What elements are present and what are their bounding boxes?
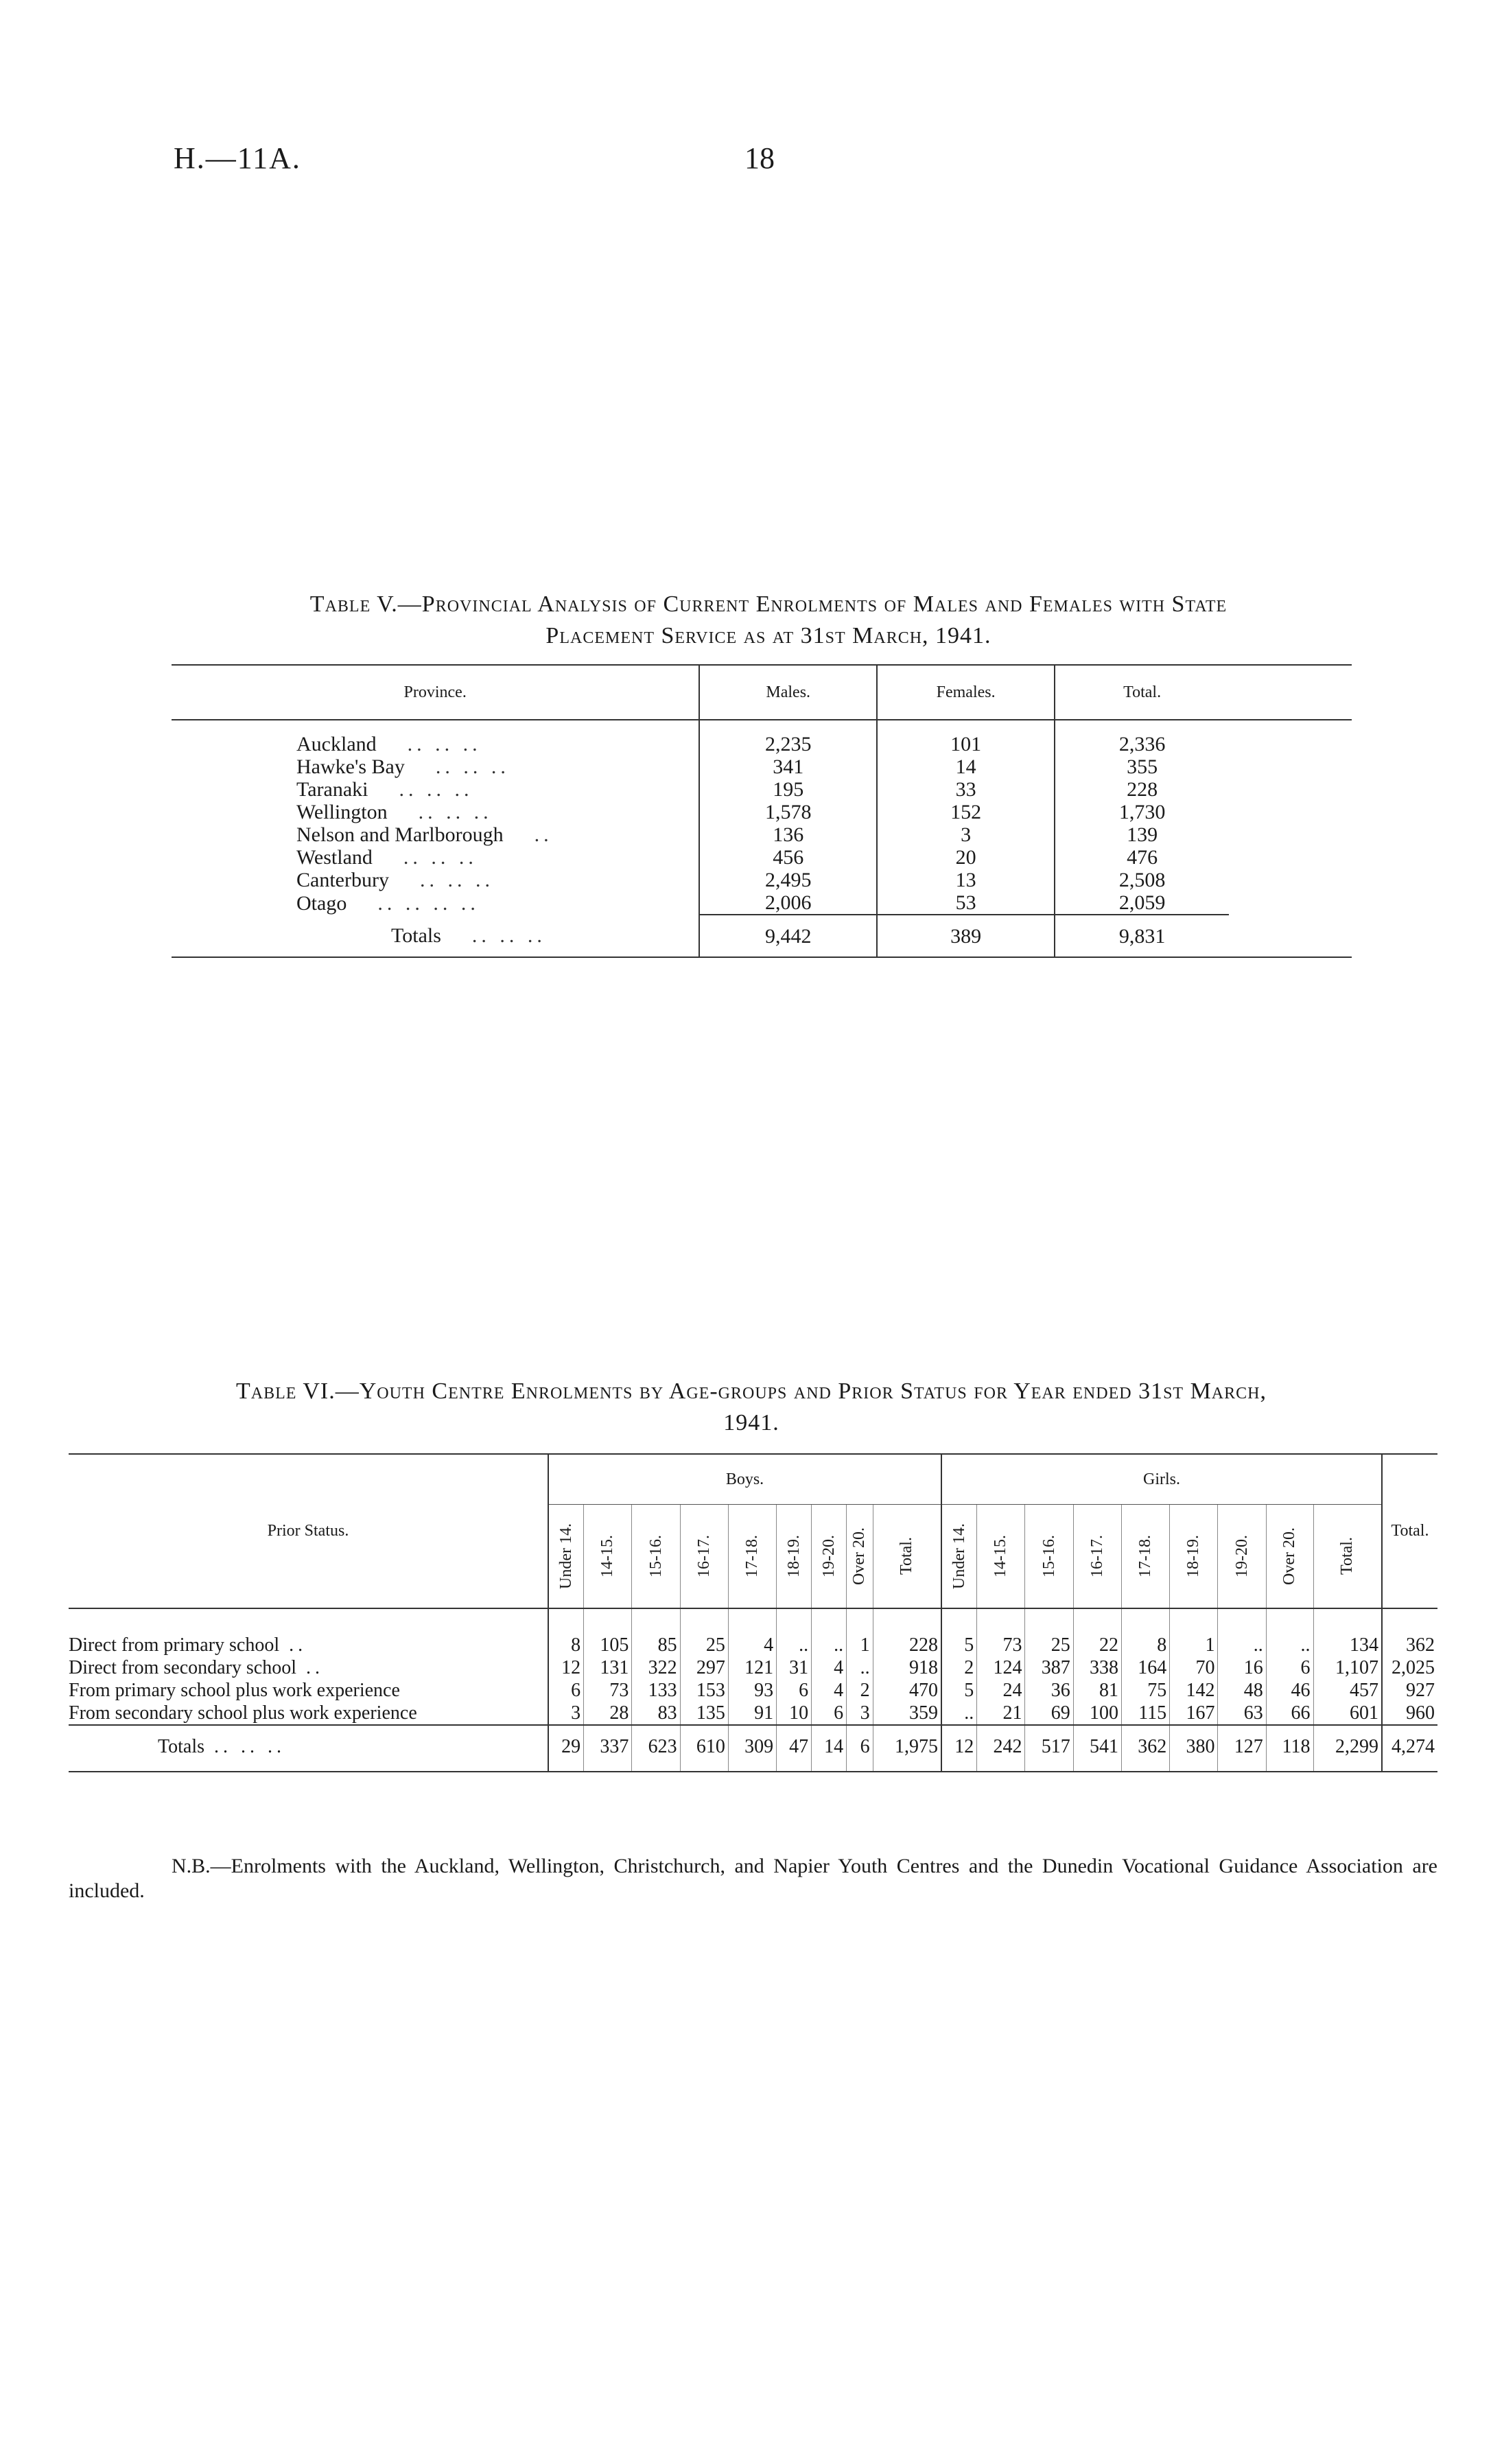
prior-status-label: From secondary school plus work experience xyxy=(69,1702,417,1724)
province-name: Westland xyxy=(296,846,373,869)
boys-value-cell: 105 xyxy=(584,1634,632,1656)
prior-status-label: Totals xyxy=(158,1736,205,1757)
girls-value-cell: 601 xyxy=(1313,1702,1382,1725)
boys-value-cell: 470 xyxy=(873,1679,941,1702)
boys-value-cell: 25 xyxy=(680,1634,728,1656)
girls-value-cell: 70 xyxy=(1170,1656,1218,1679)
table-row xyxy=(69,1702,1437,1725)
males-cell: 136 xyxy=(699,823,877,846)
girls-age-header xyxy=(977,1505,1025,1609)
totals-row xyxy=(69,1725,1437,1772)
girls-age-header xyxy=(1025,1505,1073,1609)
age-header-label: 15-16. xyxy=(646,1535,665,1577)
boys-value-cell: .. xyxy=(812,1634,847,1656)
boys-age-header xyxy=(812,1505,847,1609)
girls-value-cell: 12 xyxy=(941,1725,977,1772)
girls-value-cell: 21 xyxy=(977,1702,1025,1725)
boys-value-cell: 131 xyxy=(584,1656,632,1679)
province-name: Otago xyxy=(296,891,347,915)
footnote: N.B.—Enrolments with the Auckland, Wellington, Christchurch, and Napier Youth Centres and the Dunedin Vocational Guidance Association are included. xyxy=(69,1855,1437,1902)
girls-value-cell: 5 xyxy=(941,1634,977,1656)
grand-total-cell: 2,025 xyxy=(1382,1656,1437,1679)
girls-value-cell: 362 xyxy=(1121,1725,1169,1772)
girls-age-header xyxy=(1170,1505,1218,1609)
boys-value-cell: 73 xyxy=(584,1679,632,1702)
males-cell: 1,578 xyxy=(699,801,877,823)
girls-value-cell: 164 xyxy=(1121,1656,1169,1679)
total-cell: 2,508 xyxy=(1055,869,1229,891)
girls-value-cell: 8 xyxy=(1121,1634,1169,1656)
boys-value-cell: 10 xyxy=(777,1702,812,1725)
boys-value-cell: 133 xyxy=(632,1679,680,1702)
province-name: Auckland xyxy=(296,733,377,755)
boys-value-cell: 3 xyxy=(847,1702,873,1725)
totals-label-cell xyxy=(172,915,699,957)
boys-value-cell: 918 xyxy=(873,1656,941,1679)
table-v-title-line2: Placement Service as at 31st March, 1941. xyxy=(545,623,991,648)
boys-age-header xyxy=(680,1505,728,1609)
age-header-label: Total. xyxy=(1338,1537,1357,1575)
age-header-label: 16-17. xyxy=(694,1535,713,1577)
boys-value-cell: 1 xyxy=(847,1634,873,1656)
boys-value-cell: 28 xyxy=(584,1702,632,1725)
females-cell: 101 xyxy=(877,733,1055,755)
boys-age-header xyxy=(728,1505,776,1609)
column-group-girls: Girls. xyxy=(941,1454,1382,1505)
girls-value-cell: 36 xyxy=(1025,1679,1073,1702)
leader-dots: .. .. .. xyxy=(399,778,473,801)
leader-dots: .. .. .. xyxy=(214,1736,286,1757)
table-row xyxy=(172,733,1352,755)
boys-value-cell: 337 xyxy=(584,1725,632,1772)
column-group-boys: Boys. xyxy=(548,1454,941,1505)
males-cell: 2,006 xyxy=(699,891,877,915)
males-cell: 2,495 xyxy=(699,869,877,891)
girls-value-cell: 73 xyxy=(977,1634,1025,1656)
column-header-total: Total. xyxy=(1055,665,1229,720)
females-cell: 3 xyxy=(877,823,1055,846)
leader-dots: .. .. .. xyxy=(418,801,493,823)
table-row xyxy=(69,1634,1437,1656)
boys-value-cell: 359 xyxy=(873,1702,941,1725)
boys-value-cell: 31 xyxy=(777,1656,812,1679)
province-cell xyxy=(172,823,699,846)
table-row xyxy=(69,1679,1437,1702)
age-header-label: 16-17. xyxy=(1088,1535,1106,1577)
males-cell: 195 xyxy=(699,778,877,801)
column-header-males: Males. xyxy=(699,665,877,720)
males-cell: 456 xyxy=(699,846,877,869)
males-cell: 341 xyxy=(699,755,877,778)
boys-age-header xyxy=(847,1505,873,1609)
girls-value-cell: 142 xyxy=(1170,1679,1218,1702)
province-cell xyxy=(172,891,699,915)
age-header-label: 14-15. xyxy=(991,1535,1010,1577)
totals-males-cell: 9,442 xyxy=(699,915,877,957)
boys-value-cell: 12 xyxy=(548,1656,584,1679)
province-name: Canterbury xyxy=(296,869,389,891)
leader-dots: .. xyxy=(289,1634,307,1656)
table-v-title-line1: Table V.—Provincial Analysis of Current Enrolments of Males and Females with State xyxy=(309,591,1228,617)
total-cell: 476 xyxy=(1055,846,1229,869)
girls-value-cell: 46 xyxy=(1266,1679,1313,1702)
boys-value-cell: 297 xyxy=(680,1656,728,1679)
age-header-label: 17-18. xyxy=(743,1535,762,1577)
females-cell: 53 xyxy=(877,891,1055,915)
prior-status-label: Direct from primary school xyxy=(69,1634,280,1656)
girls-value-cell: 5 xyxy=(941,1679,977,1702)
boys-age-header xyxy=(873,1505,941,1609)
totals-row xyxy=(172,915,1352,957)
girls-value-cell: 81 xyxy=(1073,1679,1121,1702)
girls-value-cell: 380 xyxy=(1170,1725,1218,1772)
boys-age-header xyxy=(632,1505,680,1609)
girls-value-cell: 63 xyxy=(1218,1702,1266,1725)
boys-value-cell: 6 xyxy=(812,1702,847,1725)
boys-value-cell: 3 xyxy=(548,1702,584,1725)
girls-age-header xyxy=(1218,1505,1266,1609)
grand-total-cell: 4,274 xyxy=(1382,1725,1437,1772)
province-cell xyxy=(172,733,699,755)
age-header-label: 19-20. xyxy=(1232,1535,1251,1577)
girls-value-cell: 100 xyxy=(1073,1702,1121,1725)
leader-dots: .. .. .. xyxy=(471,924,546,947)
table-row xyxy=(172,823,1352,846)
total-cell: 228 xyxy=(1055,778,1229,801)
girls-value-cell: 167 xyxy=(1170,1702,1218,1725)
province-cell xyxy=(172,755,699,778)
girls-value-cell: 457 xyxy=(1313,1679,1382,1702)
boys-value-cell: 83 xyxy=(632,1702,680,1725)
prior-status-cell xyxy=(69,1679,548,1702)
girls-value-cell: 16 xyxy=(1218,1656,1266,1679)
girls-value-cell: 24 xyxy=(977,1679,1025,1702)
girls-value-cell: .. xyxy=(1266,1634,1313,1656)
boys-value-cell: 14 xyxy=(812,1725,847,1772)
document-reference: H.—11A. xyxy=(174,141,301,175)
province-name: Taranaki xyxy=(296,778,368,801)
page-header xyxy=(0,141,1491,189)
boys-value-cell: 93 xyxy=(728,1679,776,1702)
province-cell xyxy=(172,846,699,869)
leader-dots: .. .. .. .. xyxy=(377,891,480,915)
girls-age-header xyxy=(1266,1505,1313,1609)
girls-value-cell: 25 xyxy=(1025,1634,1073,1656)
leader-dots: .. .. .. xyxy=(407,733,482,755)
boys-value-cell: 47 xyxy=(777,1725,812,1772)
column-header-prior-status: Prior Status. xyxy=(267,1522,349,1540)
age-header-label: Over 20. xyxy=(850,1527,869,1585)
girls-value-cell: 1 xyxy=(1170,1634,1218,1656)
boys-value-cell: 153 xyxy=(680,1679,728,1702)
girls-value-cell: 127 xyxy=(1218,1725,1266,1772)
table-row xyxy=(172,891,1352,915)
prior-status-cell xyxy=(69,1702,548,1725)
province-name: Hawke's Bay xyxy=(296,755,405,778)
table-row xyxy=(172,801,1352,823)
table-vi-title xyxy=(69,1376,1434,1439)
girls-value-cell: .. xyxy=(941,1702,977,1725)
girls-value-cell: .. xyxy=(1218,1634,1266,1656)
page-number: 18 xyxy=(744,141,775,175)
province-name: Nelson and Marlborough xyxy=(296,823,504,846)
province-name: Wellington xyxy=(296,801,388,823)
age-header-label: Under 14. xyxy=(556,1523,575,1589)
age-header-label: 18-19. xyxy=(784,1535,803,1577)
boys-value-cell: 135 xyxy=(680,1702,728,1725)
boys-value-cell: 4 xyxy=(812,1656,847,1679)
girls-value-cell: 134 xyxy=(1313,1634,1382,1656)
table-vi-title-line2: 1941. xyxy=(723,1410,779,1435)
total-cell: 2,059 xyxy=(1055,891,1229,915)
table-vi-title-line1: Table VI.—Youth Centre Enrolments by Age-groups and Prior Status for Year ended 31st March, xyxy=(236,1378,1267,1404)
males-cell: 2,235 xyxy=(699,733,877,755)
age-header-label: 15-16. xyxy=(1040,1535,1058,1577)
table-row xyxy=(172,846,1352,869)
age-header-label: Total. xyxy=(897,1537,916,1575)
column-header-females: Females. xyxy=(877,665,1055,720)
boys-value-cell: 610 xyxy=(680,1725,728,1772)
table-vi xyxy=(69,1453,1437,1772)
province-cell xyxy=(172,869,699,891)
totals-females-cell: 389 xyxy=(877,915,1055,957)
girls-value-cell: 1,107 xyxy=(1313,1656,1382,1679)
boys-value-cell: 2 xyxy=(847,1679,873,1702)
table-v xyxy=(172,664,1352,958)
boys-value-cell: 1,975 xyxy=(873,1725,941,1772)
leader-dots: .. xyxy=(534,823,553,846)
girls-value-cell: 48 xyxy=(1218,1679,1266,1702)
prior-status-label: Direct from secondary school xyxy=(69,1657,296,1678)
boys-value-cell: .. xyxy=(777,1634,812,1656)
totals-total-cell: 9,831 xyxy=(1055,915,1229,957)
column-header-grand-total: Total. xyxy=(1382,1454,1437,1608)
girls-value-cell: 124 xyxy=(977,1656,1025,1679)
grand-total-cell: 362 xyxy=(1382,1634,1437,1656)
girls-value-cell: 387 xyxy=(1025,1656,1073,1679)
totals-label: Totals xyxy=(391,924,441,947)
girls-value-cell: 517 xyxy=(1025,1725,1073,1772)
table-row xyxy=(69,1656,1437,1679)
boys-value-cell: 322 xyxy=(632,1656,680,1679)
leader-dots: .. .. .. xyxy=(419,869,494,891)
boys-value-cell: 8 xyxy=(548,1634,584,1656)
boys-age-header xyxy=(777,1505,812,1609)
girls-age-header xyxy=(1313,1505,1382,1609)
total-cell: 139 xyxy=(1055,823,1229,846)
prior-status-cell xyxy=(69,1725,548,1772)
girls-value-cell: 2,299 xyxy=(1313,1725,1382,1772)
girls-value-cell: 2 xyxy=(941,1656,977,1679)
boys-value-cell: 121 xyxy=(728,1656,776,1679)
boys-value-cell: 4 xyxy=(728,1634,776,1656)
females-cell: 152 xyxy=(877,801,1055,823)
girls-age-header xyxy=(1073,1505,1121,1609)
girls-age-header xyxy=(941,1505,977,1609)
females-cell: 13 xyxy=(877,869,1055,891)
boys-value-cell: 228 xyxy=(873,1634,941,1656)
boys-value-cell: 623 xyxy=(632,1725,680,1772)
leader-dots: .. .. .. xyxy=(403,846,478,869)
boys-value-cell: 29 xyxy=(548,1725,584,1772)
age-header-label: 18-19. xyxy=(1184,1535,1203,1577)
females-cell: 14 xyxy=(877,755,1055,778)
boys-value-cell: 6 xyxy=(548,1679,584,1702)
age-header-label: 14-15. xyxy=(598,1535,617,1577)
grand-total-cell: 960 xyxy=(1382,1702,1437,1725)
table-row xyxy=(172,869,1352,891)
age-header-label: 17-18. xyxy=(1136,1535,1155,1577)
girls-value-cell: 118 xyxy=(1266,1725,1313,1772)
girls-value-cell: 22 xyxy=(1073,1634,1121,1656)
boys-value-cell: 6 xyxy=(847,1725,873,1772)
girls-age-header xyxy=(1121,1505,1169,1609)
girls-value-cell: 69 xyxy=(1025,1702,1073,1725)
boys-value-cell: 6 xyxy=(777,1679,812,1702)
females-cell: 33 xyxy=(877,778,1055,801)
prior-status-label: From primary school plus work experience xyxy=(69,1680,400,1701)
girls-value-cell: 75 xyxy=(1121,1679,1169,1702)
boys-value-cell: 4 xyxy=(812,1679,847,1702)
leader-dots: .. .. .. xyxy=(435,755,510,778)
girls-value-cell: 66 xyxy=(1266,1702,1313,1725)
province-cell xyxy=(172,801,699,823)
age-header-label: Over 20. xyxy=(1280,1527,1299,1585)
total-cell: 1,730 xyxy=(1055,801,1229,823)
table-v-title xyxy=(165,589,1372,652)
girls-value-cell: 115 xyxy=(1121,1702,1169,1725)
boys-value-cell: 91 xyxy=(728,1702,776,1725)
boys-age-header xyxy=(548,1505,584,1609)
column-header-province: Province. xyxy=(403,683,467,701)
boys-value-cell: 85 xyxy=(632,1634,680,1656)
table-row xyxy=(172,755,1352,778)
leader-dots: .. xyxy=(306,1657,324,1678)
boys-age-header xyxy=(584,1505,632,1609)
girls-value-cell: 6 xyxy=(1266,1656,1313,1679)
total-cell: 2,336 xyxy=(1055,733,1229,755)
age-header-label: 19-20. xyxy=(819,1535,838,1577)
girls-value-cell: 541 xyxy=(1073,1725,1121,1772)
boys-value-cell: .. xyxy=(847,1656,873,1679)
grand-total-cell: 927 xyxy=(1382,1679,1437,1702)
females-cell: 20 xyxy=(877,846,1055,869)
table-row xyxy=(172,778,1352,801)
prior-status-cell xyxy=(69,1634,548,1656)
age-header-label: Under 14. xyxy=(950,1523,968,1589)
girls-value-cell: 338 xyxy=(1073,1656,1121,1679)
total-cell: 355 xyxy=(1055,755,1229,778)
prior-status-cell xyxy=(69,1656,548,1679)
boys-value-cell: 309 xyxy=(728,1725,776,1772)
province-cell xyxy=(172,778,699,801)
girls-value-cell: 242 xyxy=(977,1725,1025,1772)
